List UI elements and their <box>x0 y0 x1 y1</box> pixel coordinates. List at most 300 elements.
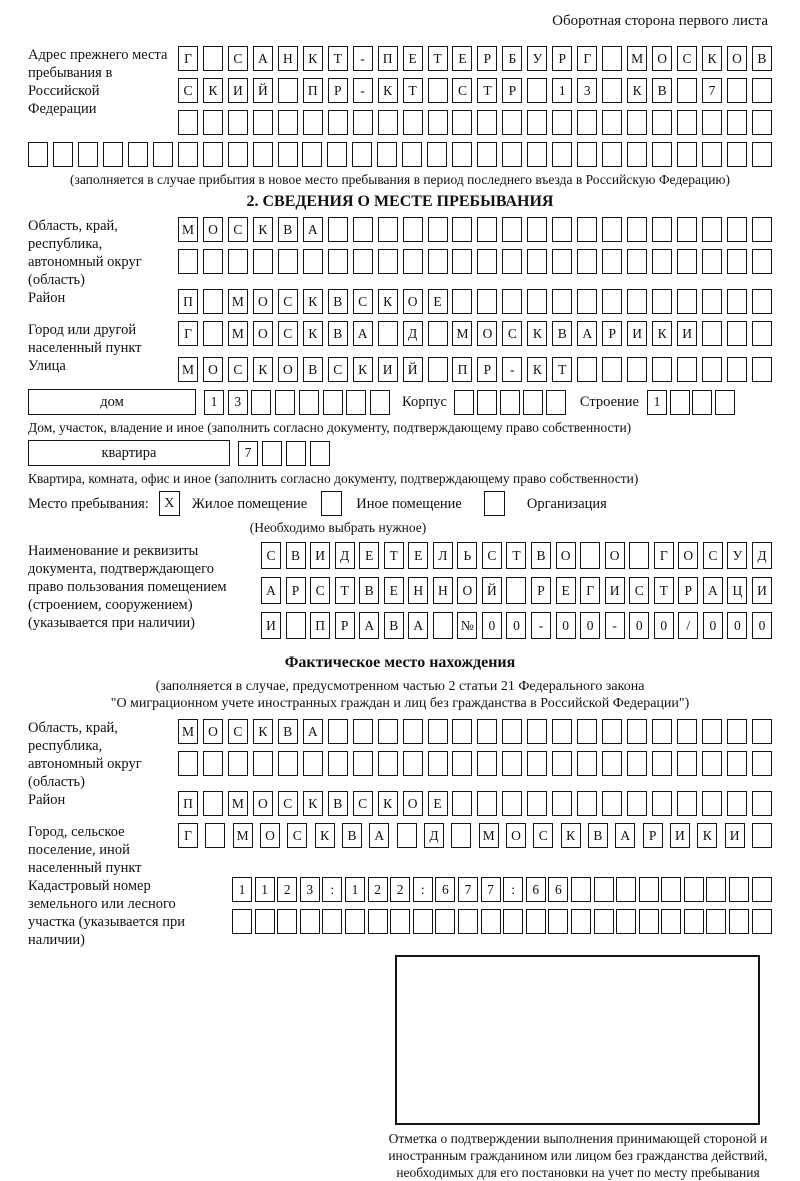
char-box: А <box>408 612 428 639</box>
char-box: Е <box>403 46 423 71</box>
raion-rows <box>178 289 772 321</box>
char-box: - <box>605 612 625 639</box>
char-box <box>303 751 323 776</box>
char-box: С <box>261 542 281 569</box>
char-box: О <box>403 289 423 314</box>
char-box <box>752 877 772 902</box>
char-box: № <box>457 612 477 639</box>
gorod-rows <box>178 321 772 353</box>
char-box <box>178 110 198 135</box>
char-box <box>652 217 672 242</box>
char-box: М <box>228 289 248 314</box>
fact-raion-label: Район <box>28 792 66 808</box>
char-box: В <box>552 321 572 346</box>
char-row <box>232 877 772 902</box>
char-box <box>427 142 447 167</box>
char-box <box>571 909 591 934</box>
char-box: С <box>502 321 522 346</box>
raion-label: Район <box>28 290 66 306</box>
korpus-label: Корпус <box>402 394 447 410</box>
char-box: 7 <box>238 441 258 466</box>
char-box <box>602 751 622 776</box>
char-box: В <box>328 321 348 346</box>
char-box <box>228 110 248 135</box>
char-box <box>727 78 747 103</box>
char-box <box>502 249 522 274</box>
char-row <box>261 612 772 639</box>
char-box: Т <box>328 46 348 71</box>
char-box: Е <box>556 577 576 604</box>
char-box: С <box>228 719 248 744</box>
char-box: 7 <box>702 78 722 103</box>
char-box <box>402 142 422 167</box>
char-box <box>629 542 649 569</box>
char-box <box>253 249 273 274</box>
char-box <box>303 249 323 274</box>
char-box: 0 <box>703 612 723 639</box>
char-box: М <box>233 823 253 848</box>
char-box <box>353 110 373 135</box>
char-box <box>278 78 298 103</box>
char-box <box>752 823 772 848</box>
char-box <box>506 577 526 604</box>
char-box: Р <box>335 612 355 639</box>
char-box: Т <box>335 577 355 604</box>
char-box <box>253 142 273 167</box>
char-box: С <box>310 577 330 604</box>
char-box <box>706 909 726 934</box>
char-box <box>627 719 647 744</box>
char-box <box>302 142 322 167</box>
char-box <box>652 142 672 167</box>
char-box: Н <box>433 577 453 604</box>
char-box <box>594 909 614 934</box>
char-box <box>403 110 423 135</box>
char-box <box>452 751 472 776</box>
char-box <box>527 217 547 242</box>
char-box: О <box>403 791 423 816</box>
stroenie-label: Строение <box>579 394 639 410</box>
char-box <box>345 909 365 934</box>
char-box: О <box>678 542 698 569</box>
char-box <box>452 217 472 242</box>
char-box: К <box>378 791 398 816</box>
char-box: С <box>353 289 373 314</box>
char-box: Р <box>552 46 572 71</box>
char-box <box>353 751 373 776</box>
char-box: О <box>457 577 477 604</box>
char-box <box>428 217 448 242</box>
char-box <box>727 321 747 346</box>
char-box <box>178 142 198 167</box>
dom-line <box>28 389 772 415</box>
char-box: О <box>253 289 273 314</box>
char-box: К <box>627 78 647 103</box>
char-box: К <box>253 719 273 744</box>
char-box <box>452 791 472 816</box>
char-box <box>378 249 398 274</box>
char-box: 6 <box>548 877 568 902</box>
char-box <box>571 877 591 902</box>
char-box: А <box>703 577 723 604</box>
char-box: К <box>203 78 223 103</box>
char-box: Д <box>424 823 444 848</box>
char-box <box>303 110 323 135</box>
char-box <box>477 142 497 167</box>
char-box: С <box>533 823 553 848</box>
char-box: О <box>203 217 223 242</box>
char-box <box>727 791 747 816</box>
char-box: К <box>253 357 273 382</box>
char-box <box>677 289 697 314</box>
char-box: / <box>678 612 698 639</box>
char-row <box>178 357 772 382</box>
char-box <box>403 249 423 274</box>
char-box: Е <box>428 289 448 314</box>
char-box <box>602 249 622 274</box>
char-box: 6 <box>526 877 546 902</box>
char-box: 3 <box>300 877 320 902</box>
char-box <box>548 909 568 934</box>
oblast-rows <box>178 217 772 281</box>
char-box: С <box>629 577 649 604</box>
char-row <box>178 823 772 848</box>
char-box <box>677 110 697 135</box>
char-box: 1 <box>647 390 667 415</box>
char-box <box>552 719 572 744</box>
char-box <box>727 142 747 167</box>
field-fact-oblast <box>28 719 772 791</box>
char-box <box>428 78 448 103</box>
char-box <box>577 289 597 314</box>
char-box <box>413 909 433 934</box>
char-box: М <box>479 823 499 848</box>
char-box: А <box>353 321 373 346</box>
char-box: С <box>278 321 298 346</box>
char-box: 1 <box>552 78 572 103</box>
char-box <box>684 909 704 934</box>
char-box <box>692 390 712 415</box>
char-box: О <box>727 46 747 71</box>
char-box <box>435 909 455 934</box>
char-box: К <box>561 823 581 848</box>
char-box <box>390 909 410 934</box>
char-box: : <box>413 877 433 902</box>
char-box <box>677 142 697 167</box>
char-box <box>527 142 547 167</box>
char-box: Т <box>654 577 674 604</box>
char-box: А <box>369 823 389 848</box>
char-box: Г <box>577 46 597 71</box>
char-box <box>627 289 647 314</box>
fact-raion-rows <box>178 791 772 823</box>
char-box: М <box>627 46 647 71</box>
char-box <box>286 441 306 466</box>
char-box: К <box>378 289 398 314</box>
char-box <box>752 909 772 934</box>
char-box: К <box>353 357 373 382</box>
char-box: К <box>253 217 273 242</box>
char-box <box>627 110 647 135</box>
char-box: 0 <box>654 612 674 639</box>
char-box <box>702 357 722 382</box>
char-box <box>352 142 372 167</box>
char-box <box>103 142 123 167</box>
char-box: 0 <box>482 612 502 639</box>
char-box: Б <box>502 46 522 71</box>
char-box <box>328 751 348 776</box>
char-box <box>353 249 373 274</box>
char-box <box>397 823 417 848</box>
char-box <box>428 321 448 346</box>
char-box: 3 <box>228 390 248 415</box>
char-box: А <box>253 46 273 71</box>
char-box: Н <box>408 577 428 604</box>
char-box <box>752 321 772 346</box>
char-box <box>552 751 572 776</box>
char-box <box>503 909 523 934</box>
char-box: С <box>482 542 502 569</box>
doc-rows <box>261 542 772 647</box>
char-box <box>502 289 522 314</box>
char-box: А <box>577 321 597 346</box>
char-box <box>328 217 348 242</box>
char-row <box>178 110 772 135</box>
char-box <box>752 142 772 167</box>
char-box: О <box>605 542 625 569</box>
char-box <box>727 751 747 776</box>
char-box <box>684 877 704 902</box>
char-box: Т <box>552 357 572 382</box>
char-row <box>178 751 772 776</box>
char-box: В <box>286 542 306 569</box>
stamp-box <box>395 955 760 1125</box>
inoe-checkbox <box>321 491 342 516</box>
prev-address-caption: (заполняется в случае прибытия в новое место пребывания в период последнего въезда в Российскую Федерацию) <box>69 172 731 187</box>
char-box: С <box>228 217 248 242</box>
char-box: П <box>178 289 198 314</box>
char-box <box>278 110 298 135</box>
korpus-char-cells <box>454 390 566 415</box>
char-box: И <box>670 823 690 848</box>
char-box <box>627 791 647 816</box>
char-box <box>677 791 697 816</box>
char-box <box>502 791 522 816</box>
char-box <box>523 390 543 415</box>
char-box <box>752 78 772 103</box>
char-box: М <box>178 357 198 382</box>
char-box: К <box>697 823 717 848</box>
char-box: В <box>328 791 348 816</box>
char-box <box>451 823 471 848</box>
char-box <box>328 110 348 135</box>
char-box: О <box>203 357 223 382</box>
char-box: И <box>228 78 248 103</box>
char-box <box>370 390 390 415</box>
char-box: С <box>228 357 248 382</box>
char-box: Й <box>253 78 273 103</box>
dom-char-cells <box>204 390 390 415</box>
char-box <box>228 142 248 167</box>
char-box <box>428 357 448 382</box>
char-box: 7 <box>481 877 501 902</box>
char-box: С <box>353 791 373 816</box>
char-box <box>452 719 472 744</box>
char-box <box>577 719 597 744</box>
char-box <box>527 249 547 274</box>
char-box: Е <box>452 46 472 71</box>
char-box <box>299 390 319 415</box>
char-box: С <box>278 289 298 314</box>
char-box <box>552 289 572 314</box>
char-box <box>727 110 747 135</box>
char-box <box>552 110 572 135</box>
char-box: Ц <box>727 577 747 604</box>
char-box <box>327 142 347 167</box>
char-box: О <box>260 823 280 848</box>
char-box <box>627 751 647 776</box>
field-oblast <box>28 217 772 289</box>
char-box <box>677 78 697 103</box>
char-box: К <box>303 791 323 816</box>
prev-address-rows <box>178 46 772 142</box>
fact-gorod-label: Город, сельское поселение, иной населенный пункт <box>28 824 142 876</box>
char-box: Й <box>403 357 423 382</box>
char-box: В <box>278 217 298 242</box>
stroenie-char-cells <box>647 390 735 415</box>
kadastr-rows <box>232 877 772 941</box>
char-box <box>727 249 747 274</box>
char-box: М <box>452 321 472 346</box>
dom-label-box: дом <box>28 389 196 415</box>
char-box <box>377 142 397 167</box>
fact-oblast-rows <box>178 719 772 783</box>
char-box <box>729 877 749 902</box>
char-box: - <box>353 78 373 103</box>
char-box: С <box>278 791 298 816</box>
char-box <box>594 877 614 902</box>
char-box <box>253 751 273 776</box>
char-box <box>677 751 697 776</box>
field-gorod <box>28 321 772 357</box>
char-box <box>577 357 597 382</box>
char-row <box>178 46 772 71</box>
char-box: А <box>615 823 635 848</box>
char-box: К <box>378 78 398 103</box>
char-box <box>639 909 659 934</box>
char-box: П <box>303 78 323 103</box>
char-box: К <box>527 357 547 382</box>
mesto-prebyvaniya-line <box>28 491 772 516</box>
char-box: П <box>178 791 198 816</box>
char-box <box>527 751 547 776</box>
char-box: П <box>310 612 330 639</box>
char-box: С <box>228 46 248 71</box>
char-box <box>661 909 681 934</box>
char-box: Е <box>408 542 428 569</box>
char-box <box>128 142 148 167</box>
char-row <box>178 217 772 242</box>
field-prev-address <box>28 46 772 142</box>
fact-note-line2: "О миграционном учете иностранных граждан и лиц без гражданства в Российской Федерации") <box>110 696 690 711</box>
char-box <box>205 823 225 848</box>
char-box <box>502 142 522 167</box>
char-row <box>261 577 772 604</box>
char-box: Е <box>359 542 379 569</box>
char-box <box>527 78 547 103</box>
char-box: Т <box>384 542 404 569</box>
char-box: А <box>359 612 379 639</box>
fact-note-line1: (заполняется в случае, предусмотренном частью 2 статьи 21 Федерального закона <box>155 679 645 694</box>
char-box: Т <box>428 46 448 71</box>
char-box: В <box>342 823 362 848</box>
inoe-label: Иное помещение <box>356 495 462 512</box>
char-box <box>28 142 48 167</box>
char-box: 1 <box>204 390 224 415</box>
char-box: Р <box>328 78 348 103</box>
char-box <box>602 719 622 744</box>
char-box: Р <box>531 577 551 604</box>
char-box <box>702 321 722 346</box>
char-box: С <box>452 78 472 103</box>
char-row <box>178 78 772 103</box>
char-box <box>652 751 672 776</box>
char-box <box>203 321 223 346</box>
char-box <box>677 249 697 274</box>
char-box: П <box>452 357 472 382</box>
char-box <box>527 110 547 135</box>
char-box: М <box>228 791 248 816</box>
char-box <box>652 249 672 274</box>
char-box: К <box>303 289 323 314</box>
char-row <box>261 542 772 569</box>
char-box <box>253 110 273 135</box>
char-box <box>616 877 636 902</box>
char-box: К <box>702 46 722 71</box>
char-box: 2 <box>368 877 388 902</box>
char-box: Д <box>403 321 423 346</box>
char-box <box>752 110 772 135</box>
char-box <box>203 249 223 274</box>
char-box <box>639 877 659 902</box>
char-box: Г <box>178 823 198 848</box>
char-box <box>552 249 572 274</box>
char-box: В <box>328 289 348 314</box>
char-box: - <box>502 357 522 382</box>
char-box <box>251 390 271 415</box>
char-box <box>527 289 547 314</box>
char-box: К <box>652 321 672 346</box>
char-box <box>677 217 697 242</box>
char-box <box>727 357 747 382</box>
char-box <box>203 791 223 816</box>
char-box: С <box>328 357 348 382</box>
char-box: И <box>725 823 745 848</box>
kvartira-label-box: квартира <box>28 440 230 466</box>
char-row <box>178 249 772 274</box>
char-box: В <box>303 357 323 382</box>
char-box <box>322 909 342 934</box>
char-box: 7 <box>458 877 478 902</box>
char-box <box>677 719 697 744</box>
char-box <box>300 909 320 934</box>
field-fact-raion <box>28 791 772 823</box>
char-box: С <box>677 46 697 71</box>
char-box: О <box>506 823 526 848</box>
char-box <box>577 751 597 776</box>
char-box: 0 <box>556 612 576 639</box>
char-box <box>477 751 497 776</box>
